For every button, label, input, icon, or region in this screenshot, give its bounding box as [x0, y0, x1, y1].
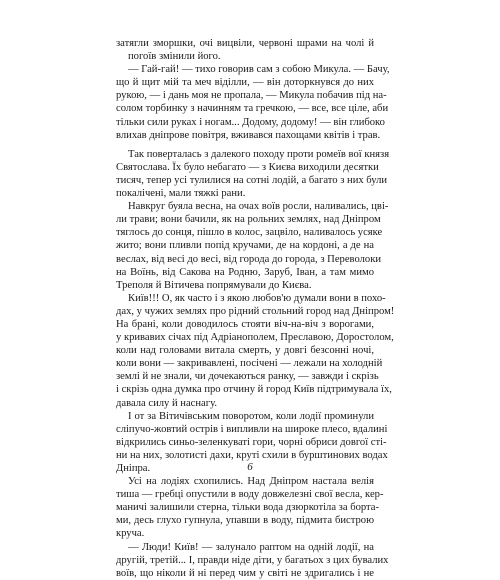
text-line: Усі на лодіях схопились. Над Дніпром настала велія	[128, 476, 374, 488]
text-line: відкрились синьо-зеленкуваті гори, чорні обриси довгої сті-	[116, 436, 387, 448]
text-line: Навкруг буяла весна, на очах воїв росли, наливались, цві-	[128, 201, 389, 213]
text-line: тяглось до сонця, пішло в колос, зацвіло, наливалось усяке	[116, 227, 383, 239]
text-line: Треполя й Вітичева попрямували до Києва.	[116, 279, 312, 291]
text-line: тиша — гребці опустили в воду довжелезні свої весла, кер-	[116, 489, 384, 501]
text-line: покалічені, мали тяжкі рани.	[116, 188, 246, 200]
text-line: маничі залишили стерна, тільки вода дзюркотіла за борта-	[116, 502, 380, 514]
text-line: Так поверталась з далекого походу проти ромеїв вої князя	[128, 148, 390, 160]
page-number: 6	[247, 461, 253, 473]
text-line: — Люди! Київ! — залунало раптом на одній лодії, на	[128, 541, 374, 553]
text-line: тільки сили руках і ногам... Додому, додому! — він глибоко	[116, 116, 385, 128]
text-line: солом торбинку з начинням та гречкою, — все, все ціле, аби	[116, 103, 389, 115]
text-line: Дніпра.	[116, 463, 151, 474]
text-line: Святослава. Їх було небагато — з Києва виходили десятки	[116, 161, 379, 173]
text-column	[116, 37, 395, 580]
text-line: коли над головами витала смерть, у довгі безсонні ночі,	[116, 345, 374, 357]
text-line: ни на них, золотисті дахи, круті схили в бурштинових водах	[116, 449, 388, 461]
text-line: тисяч, тепер усі тулилися на сотні лодій, а багато з них були	[116, 174, 388, 186]
text-line: другій, третій... І, правди ніде діти, у багатьох з цих бувалих	[116, 554, 389, 566]
text-line: воїв, що ніколи й ні перед чим у світі не здригались і не	[116, 567, 374, 579]
text-line: що й щит мій та меч віділли, — він доторкнувся до них	[116, 77, 374, 89]
text-line: давала силу й наснагу.	[116, 397, 217, 409]
text-line: Київ!!! О, як часто і з якою любов'ю думали вони в похо-	[128, 292, 386, 304]
text-line: сліпучо-жовтий острів і випливли на широке плесо, вдалині	[116, 423, 388, 435]
text-line: жито; вони пливли попід кручами, де на кордоні, а де на	[116, 240, 374, 252]
text-line: землі й не знали, чи дочекаються ранку, — завжди і скрізь	[116, 371, 379, 383]
text-line: влихав дніпрове повітря, вживався пахощами квітів і трав.	[116, 129, 381, 141]
text-line: круча.	[116, 528, 145, 540]
text-line: дах, у чужих землях про рідний стольний город над Дніпром!	[116, 305, 395, 317]
text-line: — Гай-гай! — тихо говорив сам з собою Микула. — Бачу,	[128, 64, 390, 76]
text-line: коли вони — закривавлені, посічені — лежали на холодній	[116, 358, 383, 370]
text-line: ли трави; вони бачили, як на рольних землях, над Дніпром	[116, 214, 381, 226]
text-line: і скрізь одна думка про отчину й город Київ підтримувала їх,	[116, 384, 392, 396]
text-line: у кривавих січах під Адріанополем, Преславою, Доростолом,	[116, 332, 394, 344]
text-line: На бранi, коли доводилось стояти віч-на-віч з ворогами,	[116, 318, 374, 330]
text-line: рукою, — і дань моя не пропала, — Микула побачив під на-	[116, 90, 387, 102]
text-line: І от за Вітичівським поворотом, коли лодії проминули	[128, 410, 374, 422]
text-line: ми, десь глухо гупнула, упавши в воду, підмита бистрою	[116, 515, 374, 527]
text-line: на Воїнь, від Сакова на Родню, Заруб, Іван, а там мимо	[116, 266, 374, 278]
text-line: затягли зморшки, очі вицвіли, червоні шрами на чолі й	[116, 38, 374, 49]
text-line: погоїв змінили його.	[128, 51, 221, 63]
text-line: веслах, від весі до весі, від города до города, з Переволоки	[116, 253, 382, 265]
